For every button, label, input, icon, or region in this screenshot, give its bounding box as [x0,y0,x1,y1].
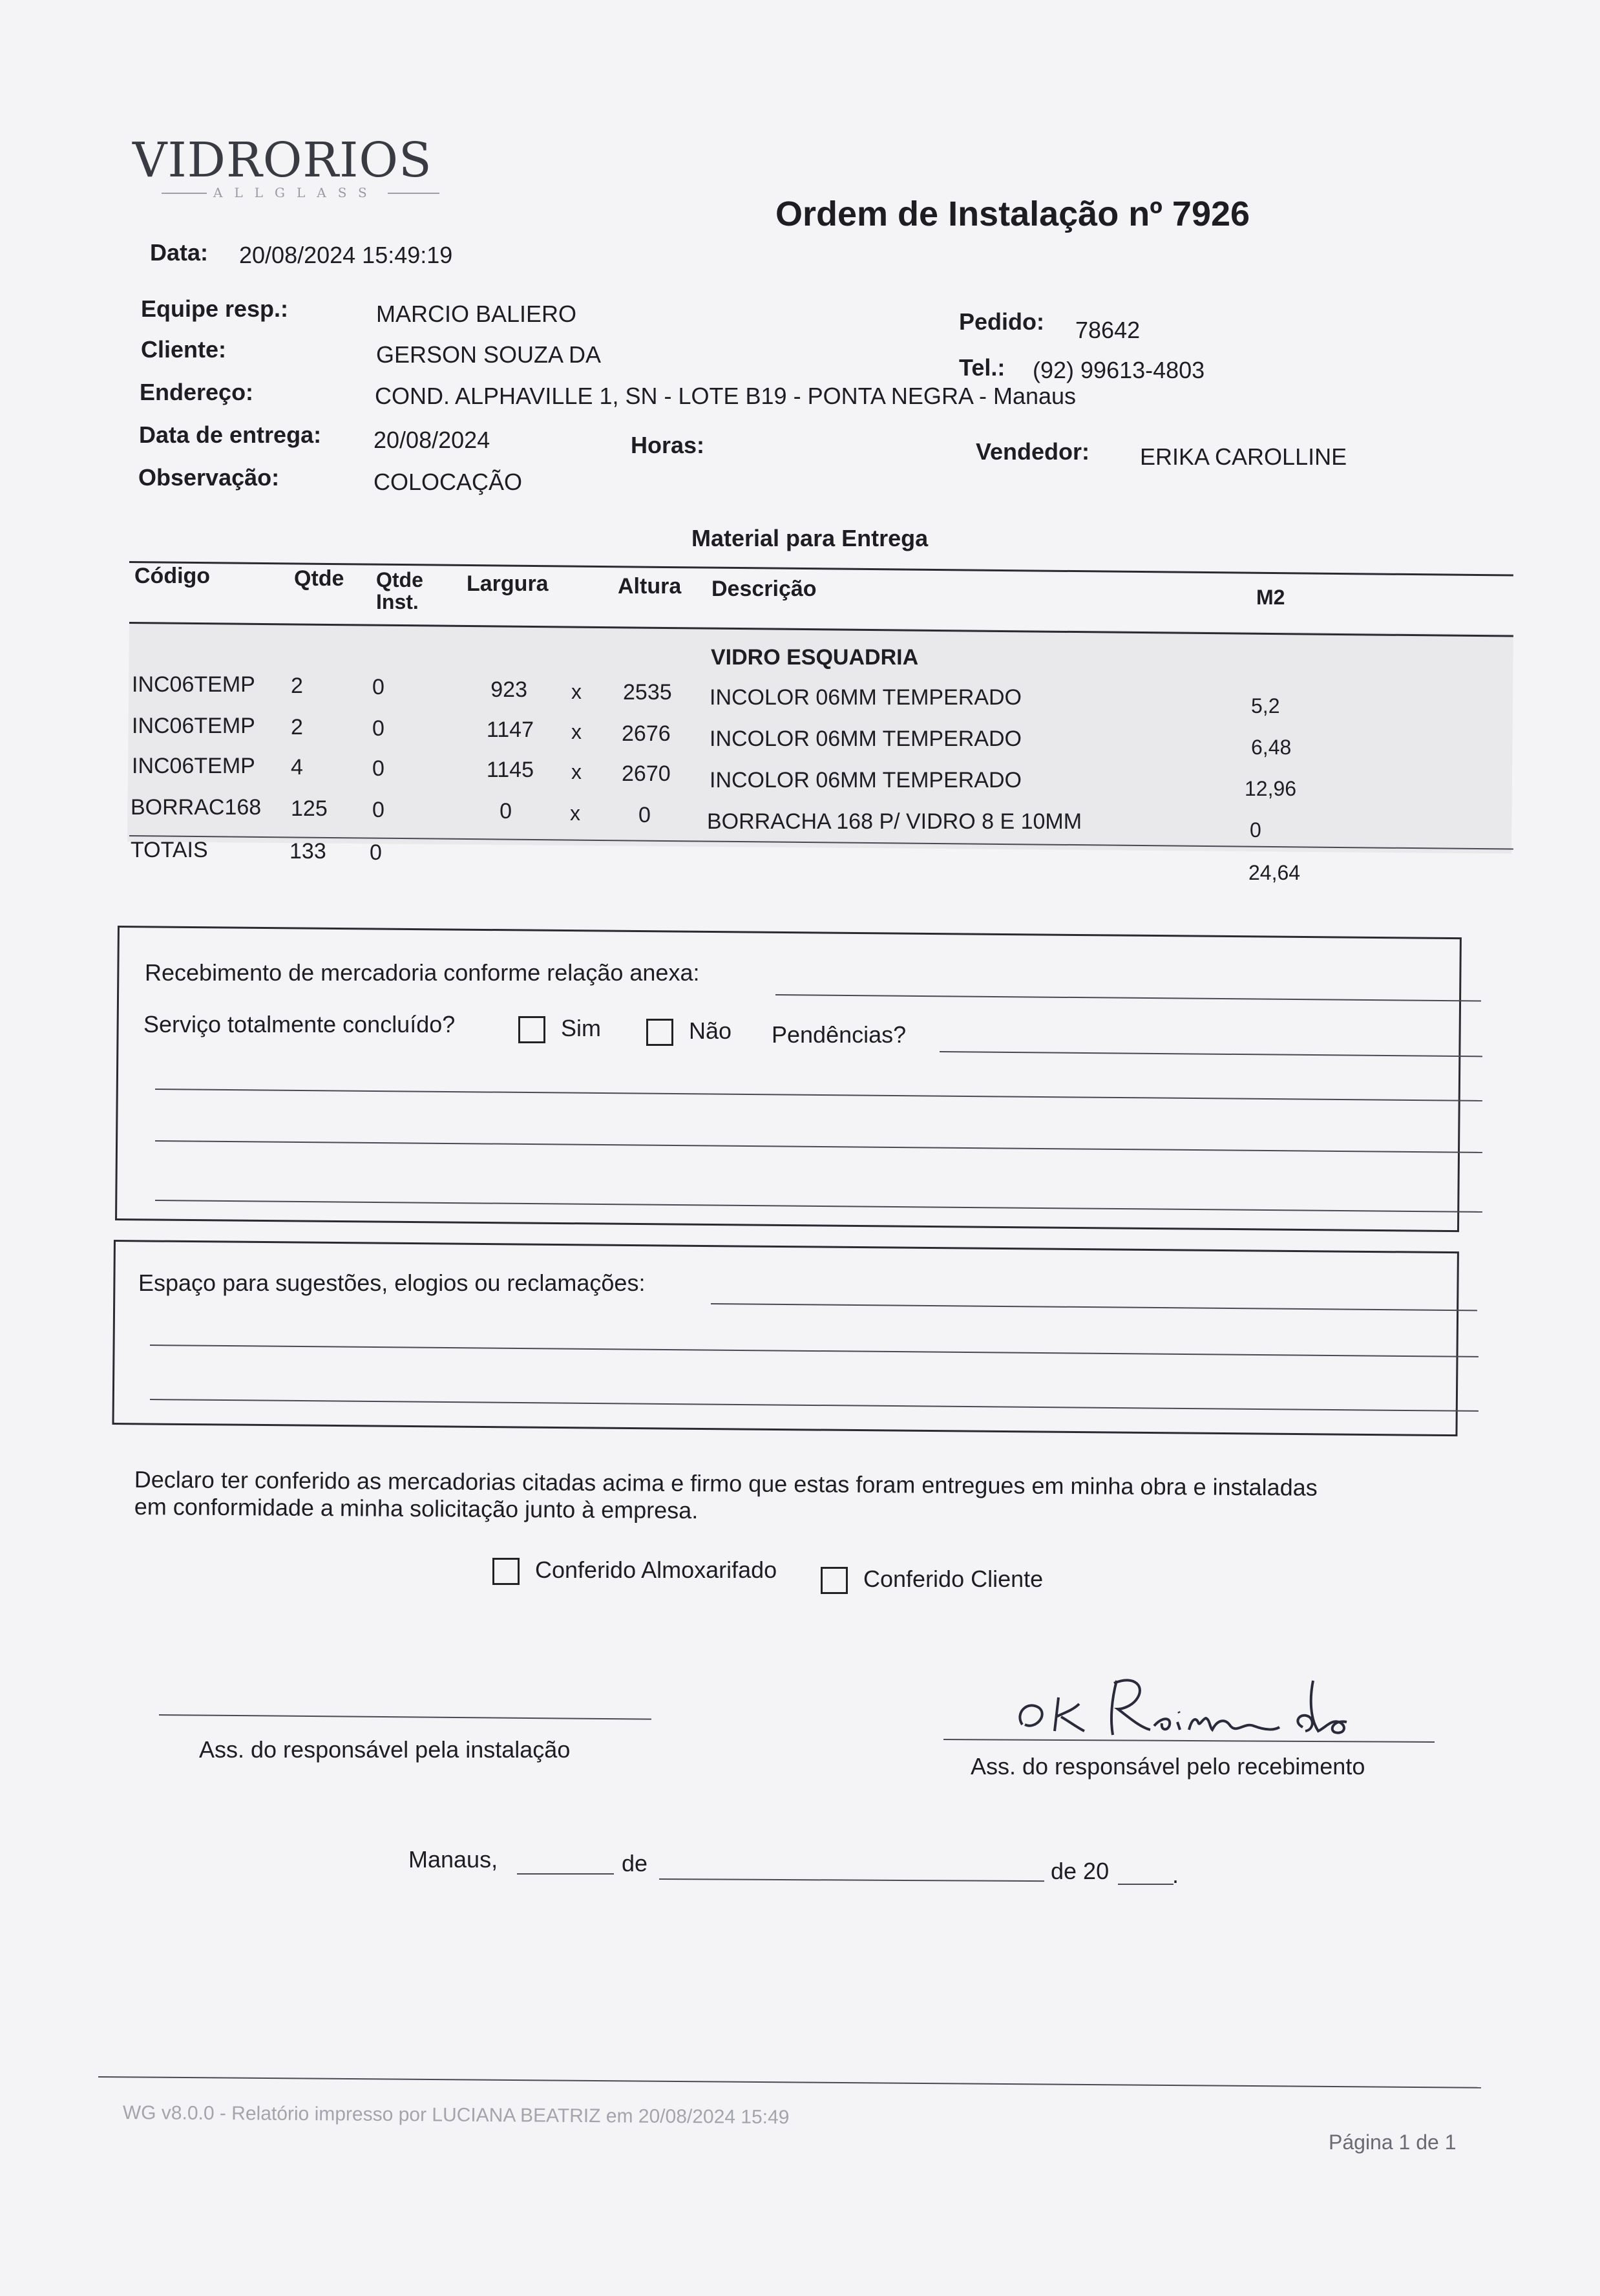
totals-inst: 0 [370,840,382,865]
horas-label: Horas: [631,432,705,458]
col-header-largura: Largura [467,571,549,596]
servico-label: Serviço totalmente concluído? [143,1011,456,1037]
row-m2: 0 [1250,818,1261,842]
equipe-value: MARCIO BALIERO [376,301,577,327]
row-altura: 0 [638,803,651,827]
col-header-descricao: Descrição [711,577,817,601]
date-value: 20/08/2024 15:49:19 [239,242,453,268]
month-line [659,1878,1044,1882]
row-m2: 5,2 [1251,694,1280,717]
nao-label: Não [689,1017,732,1044]
declaration-line-1: Declaro ter conferido as mercadorias citadas acima e firmo que estas foram entregues em minha obra e instaladas [134,1466,1318,1501]
row-x: x [570,802,580,825]
data-entrega-value: 20/08/2024 [374,427,490,453]
sim-checkbox[interactable] [518,1016,545,1043]
group-title: VIDRO ESQUADRIA [711,645,919,670]
row-descricao: INCOLOR 06MM TEMPERADO [710,768,1022,792]
row-m2: 12,96 [1245,777,1297,800]
page-title: Ordem de Instalação nº 7926 [775,195,1250,233]
declaration-line-2: em conformidade a minha solicitação junto à empresa. [134,1493,699,1524]
date-label: Data: [150,239,209,266]
year-line [1118,1884,1174,1885]
cliente-label: Cliente: [141,336,227,363]
row-codigo: INC06TEMP [132,754,255,778]
totals-label: TOTAIS [131,838,208,862]
row-x: x [571,760,582,783]
row-altura: 2535 [623,680,672,705]
totals-m2: 24,64 [1248,861,1301,884]
signature-label-recebimento: Ass. do responsável pelo recebimento [971,1753,1365,1780]
cliente-value: GERSON SOUZA DA [376,341,602,368]
row-qtde: 2 [291,674,303,698]
logo-subtitle: ALLGLASS [213,185,379,200]
city-label: Manaus, [408,1846,498,1873]
row-inst: 0 [372,675,384,699]
row-codigo: BORRAC168 [131,795,262,820]
endereco-value: COND. ALPHAVILLE 1, SN - LOTE B19 - PONTA NEGRA - Manaus [375,383,1077,409]
row-codigo: INC06TEMP [132,672,255,697]
col-header-qtde-inst [376,569,423,613]
handwritten-signature [1008,1655,1435,1752]
material-title: Material para Entrega [691,525,929,551]
endereco-label: Endereço: [140,379,254,405]
pedido-value: 78642 [1075,317,1141,343]
row-inst: 0 [372,756,384,781]
footer-printed: WG v8.0.0 - Relatório impresso por LUCIANA BEATRIZ em 20/08/2024 15:49 [122,2102,790,2129]
tel-label: Tel.: [959,354,1005,381]
row-codigo: INC06TEMP [132,714,255,738]
row-qtde: 125 [291,796,328,821]
col-header-qtde-inst-text: Qtde Inst. [376,568,423,613]
company-logo [132,133,432,188]
row-altura: 2676 [622,721,671,746]
de-label-2: de 20 [1051,1858,1110,1884]
footer-page-number: Página 1 de 1 [1329,2131,1457,2154]
row-largura: 0 [500,799,512,824]
nao-checkbox[interactable] [646,1019,673,1046]
row-altura: 2670 [622,761,671,786]
logo-text: VIDRORIOS [132,133,432,188]
row-x: x [571,680,582,703]
de-label-1: de [622,1850,648,1876]
row-inst: 0 [372,716,384,741]
row-descricao: BORRACHA 168 P/ VIDRO 8 E 10MM [707,809,1082,834]
observacao-value: COLOCAÇÃO [374,469,523,495]
equipe-label: Equipe resp.: [141,295,289,322]
signature-label-instalacao: Ass. do responsável pela instalação [199,1736,571,1763]
row-descricao: INCOLOR 06MM TEMPERADO [710,685,1022,710]
footer-rule [98,2076,1481,2089]
row-largura: 1145 [486,758,534,782]
recebimento-label: Recebimento de mercadoria conforme relação anexa: [145,959,700,986]
col-header-m2: M2 [1256,586,1285,609]
conferido-almoxarifado-label: Conferido Almoxarifado [535,1557,777,1583]
row-descricao: INCOLOR 06MM TEMPERADO [710,727,1022,751]
vendedor-value: ERIKA CAROLLINE [1140,443,1347,470]
col-header-qtde: Qtde [294,566,344,591]
totals-qtde: 133 [289,839,326,864]
conferido-almoxarifado-checkbox[interactable] [492,1558,520,1585]
row-largura: 923 [490,677,527,702]
observacao-label: Observação: [138,464,280,491]
row-qtde: 4 [291,755,303,780]
row-largura: 1147 [486,717,534,742]
tel-value: (92) 99613-4803 [1033,357,1205,383]
row-x: x [571,720,582,743]
sim-label: Sim [561,1015,601,1041]
pedido-label: Pedido: [959,308,1044,335]
pendencias-label: Pendências? [772,1021,907,1048]
row-inst: 0 [372,798,384,822]
vendedor-label: Vendedor: [976,438,1090,465]
row-m2: 6,48 [1251,736,1292,759]
col-header-codigo: Código [134,564,211,588]
conferido-cliente-checkbox[interactable] [821,1567,848,1594]
sugestoes-label: Espaço para sugestões, elogios ou reclamações: [138,1270,646,1296]
conferido-cliente-label: Conferido Cliente [863,1566,1044,1592]
row-qtde: 2 [291,715,303,739]
date-end-dot: . [1172,1862,1179,1888]
data-entrega-label: Data de entrega: [139,421,322,448]
signature-line-instalacao [159,1714,651,1720]
col-header-altura: Altura [618,574,682,599]
day-line [517,1873,614,1875]
